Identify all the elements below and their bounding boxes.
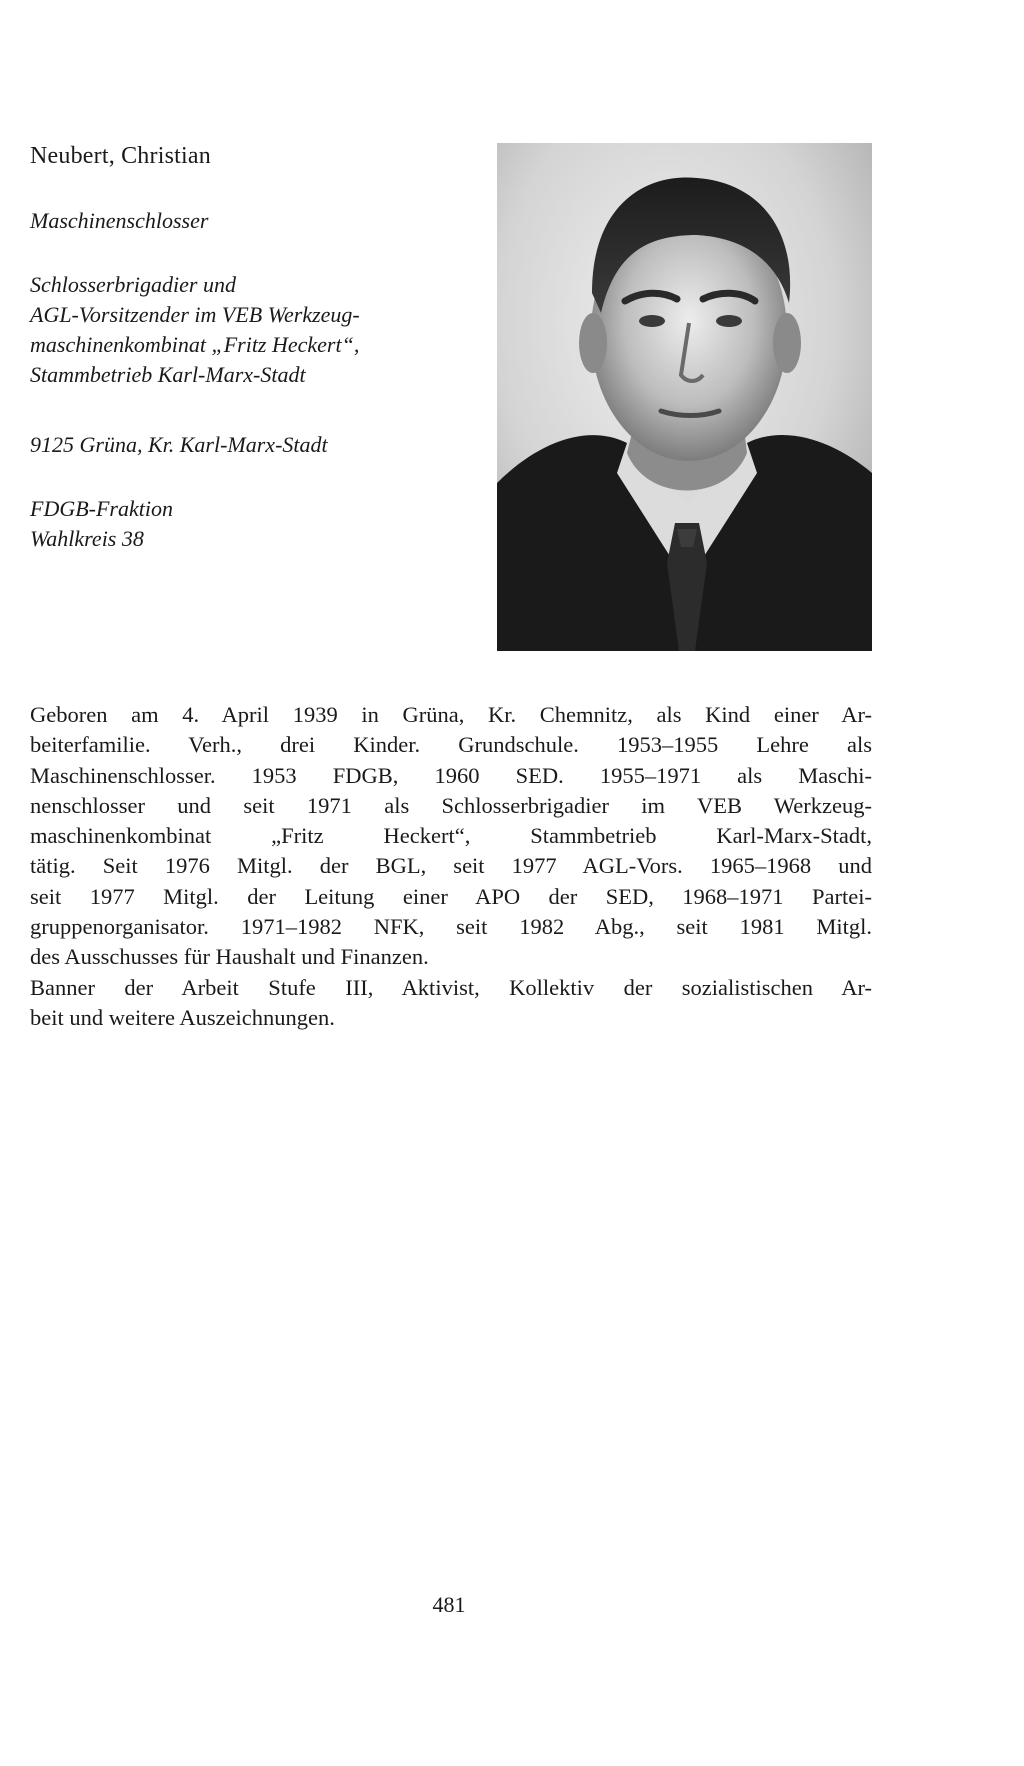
position-line: maschinenkombinat „Fritz Heckert“, bbox=[30, 332, 360, 357]
position-block bbox=[30, 270, 460, 390]
faction-block bbox=[30, 494, 460, 554]
awards-line: Banner der Arbeit Stufe III, Aktivist, Kollektiv der sozialistischen Ar- bbox=[30, 974, 872, 1000]
address-block bbox=[30, 430, 460, 460]
page-number: 481 bbox=[432, 1592, 466, 1617]
profession-text: Maschinenschlosser bbox=[30, 208, 209, 233]
faction-line: FDGB-Fraktion bbox=[30, 496, 173, 521]
portrait-photo bbox=[497, 143, 872, 651]
person-name: Neubert, Christian bbox=[30, 143, 211, 169]
position-line: Schlosserbrigadier und bbox=[30, 272, 236, 297]
address-text: 9125 Grüna, Kr. Karl-Marx-Stadt bbox=[30, 432, 328, 457]
position-line: AGL-Vorsitzender im VEB Werkzeug- bbox=[30, 302, 360, 327]
biography-line: seit 1977 Mitgl. der Leitung einer APO der SED, 1968–1971 Partei- bbox=[30, 883, 872, 909]
biography-line: des Ausschusses für Haushalt und Finanzen. bbox=[30, 944, 429, 970]
biography-line: beiterfamilie. Verh., drei Kinder. Grundschule. 1953–1955 Lehre als bbox=[30, 732, 872, 758]
position-line: Stammbetrieb Karl-Marx-Stadt bbox=[30, 362, 306, 387]
awards-line: beit und weitere Auszeichnungen. bbox=[30, 1004, 335, 1030]
biography-line: maschinenkombinat „Fritz Heckert“, Stammbetrieb Karl-Marx-Stadt, bbox=[30, 823, 872, 849]
biography-line: Geboren am 4. April 1939 in Grüna, Kr. Chemnitz, als Kind einer Ar- bbox=[30, 702, 872, 727]
biography-line: tätig. Seit 1976 Mitgl. der BGL, seit 1977 AGL-Vors. 1965–1968 und bbox=[30, 853, 872, 879]
biography-line: nenschlosser und seit 1971 als Schlosserbrigadier im VEB Werkzeug- bbox=[30, 792, 872, 818]
biography-line: Maschinenschlosser. 1953 FDGB, 1960 SED. 1955–1971 als Maschi- bbox=[30, 762, 872, 788]
constituency-line: Wahlkreis 38 bbox=[30, 526, 144, 551]
profession bbox=[30, 206, 460, 236]
biography-text bbox=[30, 700, 872, 1033]
portrait-photo-icon bbox=[497, 143, 872, 651]
biography-line: gruppenorganisator. 1971–1982 NFK, seit 1982 Abg., seit 1981 Mitgl. bbox=[30, 914, 872, 940]
